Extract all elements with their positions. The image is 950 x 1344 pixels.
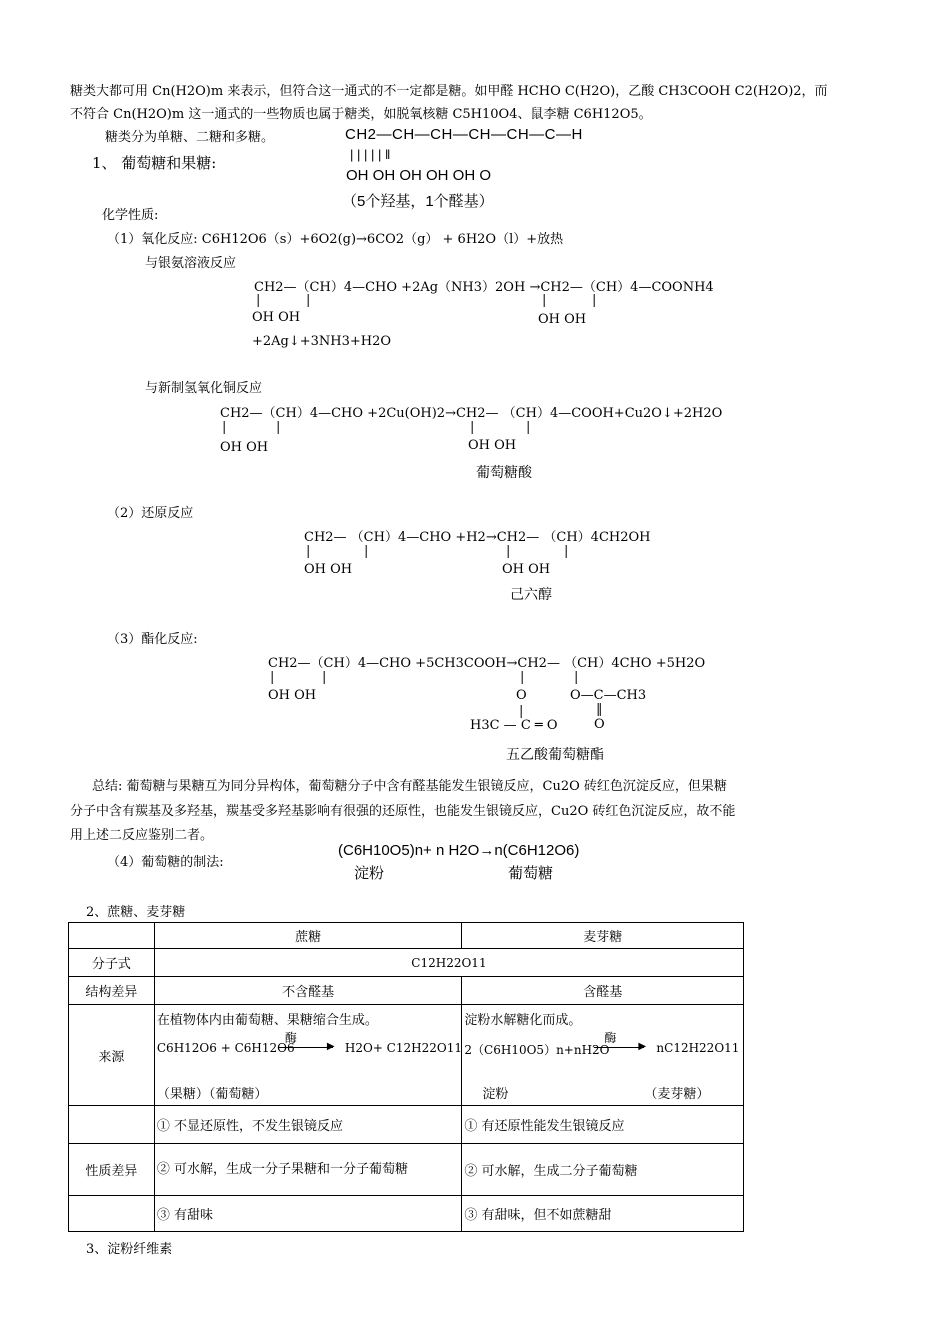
glucose-groups: OH OH OH OH OH O [346, 167, 492, 184]
sugar-comparison-table [68, 922, 744, 1232]
table-row-formula [69, 949, 744, 977]
silver-bond-left-1: | [256, 293, 261, 308]
sucrose-prop-3: ③ 有甜味 [154, 1196, 462, 1232]
esterification-title: （3）酯化反应: [107, 632, 198, 647]
table-row-source [69, 1005, 744, 1106]
silver-oh-right: OH OH [538, 312, 587, 327]
preparation-title: （4）葡萄糖的制法: [107, 855, 224, 870]
ester-bond-right-2: | [574, 670, 579, 685]
table-corner-cell [69, 923, 155, 949]
reduction-title: （2）还原反应 [107, 506, 194, 521]
copper-bond-left-1: | [222, 420, 227, 435]
glucose-bonds: | | | | | ‖ [350, 147, 391, 162]
reduction-oh-left: OH OH [304, 562, 353, 577]
ester-bond-acyl: | [519, 704, 524, 719]
header-sucrose: 蔗糖 [154, 923, 462, 949]
maltose-name-maltose: （麦芽糖） [644, 1087, 710, 1102]
ester-dbl-o: O [594, 717, 605, 732]
table-row-prop-1 [69, 1106, 744, 1144]
row-label-structure: 结构差异 [69, 977, 155, 1005]
maltose-prop-1: ① 有还原性能发生银镜反应 [462, 1106, 744, 1144]
maltose-source-text: 淀粉水解糖化而成。 [464, 1013, 582, 1028]
silver-products: +2Ag↓+3NH3+H2O [252, 334, 392, 349]
preparation-equation: (C6H10O5)n+ n H2O→n(C6H12O6) [338, 842, 580, 859]
row-label-empty-3 [69, 1196, 155, 1232]
row-label-source: 来源 [69, 1005, 155, 1106]
section-2-title: 2、蔗糖、麦芽糖 [86, 905, 186, 920]
preparation-starch: 淀粉 [354, 865, 385, 882]
silver-bond-right-2: | [592, 293, 597, 308]
oxidation-title: （1）氧化反应: C6H12O6（s）+6O2(g)→6CO2（g） + 6H2O（l）+放热 [107, 232, 564, 247]
intro-line-2: 不符合 Cn(H2O)m 这一通式的一些物质也属于糖类，如脱氧核糖 C5H10O4、鼠李糖 C6H12O5。 [70, 107, 652, 122]
sucrose-source-cell [154, 1005, 462, 1106]
sucrose-equation: C6H12O6 + C6H12O6 [156, 1041, 295, 1055]
copper-title: 与新制氢氧化铜反应 [145, 381, 263, 396]
formula-cell: C12H22O11 [154, 949, 743, 977]
copper-equation: CH2—（CH）4—CHO +2Cu(OH)2→CH2— （CH）4—COOH+Cu2O↓+2H2O [220, 406, 723, 421]
maltose-prop-2: ② 可水解，生成二分子葡萄糖 [462, 1144, 744, 1196]
ester-o-right: O—C—CH3 [570, 688, 647, 703]
maltose-source-cell [462, 1005, 744, 1106]
maltose-equation-right: nC12H22O11 [656, 1041, 740, 1055]
ester-double-bond: ‖ [596, 702, 603, 717]
copper-oh-right: OH OH [468, 438, 517, 453]
reduction-bond-right-2: | [564, 544, 569, 559]
sucrose-prop-1: ① 不显还原性，不发生银镜反应 [154, 1106, 462, 1144]
summary-line-1: 总结: 葡萄糖与果糖互为同分异构体，葡萄糖分子中含有醛基能发生银镜反应，Cu2O 砖红色沉淀反应，但果糖 [92, 779, 727, 794]
sucrose-enzyme: 酶 [284, 1031, 297, 1045]
silver-bond-left-2: | [306, 293, 311, 308]
reduction-equation: CH2— （CH）4—CHO +H2→CH2— （CH）4CH2OH [304, 530, 651, 545]
table-row-structure [69, 977, 744, 1005]
reduction-bond-left-2: | [364, 544, 369, 559]
intro-line-3: 糖类分为单糖、二糖和多糖。 [105, 130, 275, 145]
section-1-title: 1、 葡萄糖和果糖: [92, 154, 217, 172]
maltose-arrow [594, 1047, 644, 1048]
copper-oh-left: OH OH [220, 440, 269, 455]
copper-caption: 葡萄糖酸 [476, 464, 532, 480]
reduction-bond-left-1: | [306, 544, 311, 559]
ester-bond-left-1: | [270, 670, 275, 685]
esterification-equation: CH2—（CH）4—CHO +5CH3COOH→CH2— （CH）4CHO +5H2O [268, 656, 706, 671]
reduction-bond-right-1: | [506, 544, 511, 559]
esterification-caption: 五乙酸葡萄糖酯 [506, 746, 604, 762]
glucose-chain: CH2—CH—CH—CH—CH—C—H [345, 126, 583, 143]
copper-bond-left-2: | [276, 420, 281, 435]
silver-title: 与银氨溶液反应 [145, 256, 237, 271]
table-row-prop-2 [69, 1144, 744, 1196]
sucrose-source-text: 在植物体内由葡萄糖、果糖缩合生成。 [156, 1013, 378, 1028]
section-3-title: 3、淀粉纤维素 [86, 1242, 173, 1257]
glucose-caption: （5个羟基，1个醛基） [342, 193, 494, 210]
sucrose-names: （果糖）（葡萄糖） [156, 1087, 268, 1102]
ester-bond-right-1: | [520, 670, 525, 685]
summary-line-2: 分子中含有羰基及多羟基，羰基受多羟基影响有很强的还原性，也能发生银镜反应，Cu2O 砖红色沉淀反应，故不能 [70, 804, 736, 819]
ester-acyl-group: H3C — C ═ O [470, 718, 558, 733]
maltose-enzyme: 酶 [604, 1031, 617, 1045]
summary-line-3: 用上述二反应鉴别二者。 [70, 828, 214, 843]
silver-bond-right-1: | [542, 293, 547, 308]
reduction-caption: 己六醇 [510, 586, 552, 602]
ester-o-mid: O [516, 688, 527, 703]
maltose-prop-3: ③ 有甜味，但不如蔗糖甜 [462, 1196, 744, 1232]
sucrose-arrow [279, 1047, 333, 1048]
row-label-empty-1 [69, 1106, 155, 1144]
maltose-arrow-head: ▶ [638, 1041, 647, 1052]
ester-oh-left: OH OH [268, 688, 317, 703]
maltose-structure: 含醛基 [462, 977, 744, 1005]
sucrose-arrow-head: ▶ [326, 1041, 335, 1052]
preparation-glucose: 葡萄糖 [508, 865, 554, 882]
intro-line-1: 糖类大都可用 Cn(H2O)m 来表示，但符合这一通式的不一定都是糖。如甲醛 HCHO C(H2O)，乙酸 CH3COOH C2(H2O)2，而 [70, 84, 828, 99]
maltose-equation: 2（C6H10O5）n+nH2O [464, 1043, 610, 1057]
copper-bond-right-1: | [470, 420, 475, 435]
chem-props-title: 化学性质: [102, 208, 159, 223]
table-row-prop-3 [69, 1196, 744, 1232]
ester-bond-left-2: | [322, 670, 327, 685]
table-header-row [69, 923, 744, 949]
reduction-oh-right: OH OH [502, 562, 551, 577]
sucrose-equation-right: H2O+ C12H22O11 [344, 1041, 462, 1055]
sucrose-structure: 不含醛基 [154, 977, 462, 1005]
silver-equation: CH2—（CH）4—CHO +2Ag（NH3）2OH →CH2—（CH）4—COONH4 [254, 280, 714, 295]
sucrose-prop-2: ② 可水解，生成一分子果糖和一分子葡萄糖 [154, 1144, 462, 1196]
maltose-name-starch: 淀粉 [482, 1087, 509, 1102]
header-maltose: 麦芽糖 [462, 923, 744, 949]
row-label-formula: 分子式 [69, 949, 155, 977]
silver-oh-left: OH OH [252, 310, 301, 325]
copper-bond-right-2: | [526, 420, 531, 435]
row-label-props: 性质差异 [69, 1144, 155, 1196]
